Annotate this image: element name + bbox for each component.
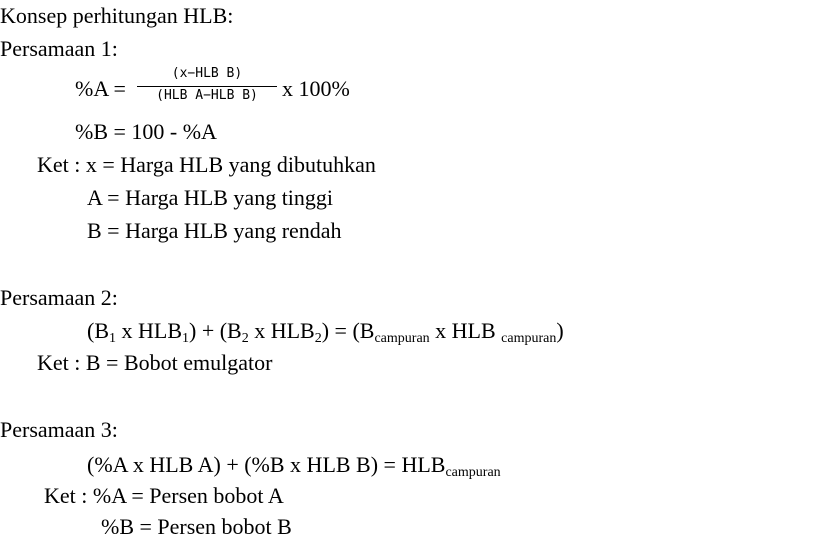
eq2-sub-2: 1 [182, 331, 189, 346]
eq3-text-1: (%A x HLB A) + (%B x HLB B) = HLB [87, 452, 446, 477]
eq2-sub-3: 2 [241, 331, 249, 346]
eq1-denominator: (HLB A−HLB B) [156, 88, 258, 103]
fraction-bar [137, 86, 277, 87]
eq1-line2: %B = 100 - %A [75, 119, 217, 144]
eq1-fraction [137, 67, 277, 107]
eq2-ket: Ket : B = Bobot emulgator [37, 350, 273, 375]
eq2-formula [87, 318, 564, 348]
eq2-text-3: ) + (B [189, 318, 242, 343]
eq2-text-1: (B [87, 318, 109, 343]
eq3-ket-1: Ket : %A = Persen bobot A [44, 483, 284, 508]
eq2-title: Persamaan 2: [0, 285, 118, 310]
eq2-text-7: ) [556, 318, 564, 343]
eq2-sub-4: 2 [314, 331, 322, 346]
eq1-rhs: x 100% [282, 76, 350, 101]
eq3-formula [87, 452, 501, 482]
eq2-sub-5: campuran [374, 331, 430, 346]
eq1-ket-2: A = Harga HLB yang tinggi [87, 185, 334, 210]
eq3-ket-2: %B = Persen bobot B [101, 514, 292, 539]
eq2-text-5: ) = (B [321, 318, 375, 343]
eq2-text-2: x HLB [116, 318, 182, 343]
eq1-title: Persamaan 1: [0, 36, 118, 61]
eq1-ket-3: B = Harga HLB yang rendah [87, 218, 342, 243]
eq2-text-4: x HLB [248, 318, 315, 343]
eq2-sub-6: campuran [501, 331, 557, 346]
heading: Konsep perhitungan HLB: [0, 3, 234, 28]
eq1-lhs: %A = [75, 76, 126, 101]
eq2-text-6: x HLB [429, 318, 502, 343]
eq3-title: Persamaan 3: [0, 417, 118, 442]
eq3-sub-1: campuran [445, 465, 501, 480]
eq1-numerator: (x−HLB B) [171, 66, 243, 81]
eq1-ket-1: Ket : x = Harga HLB yang dibutuhkan [37, 152, 376, 177]
eq2-sub-1: 1 [109, 331, 116, 346]
